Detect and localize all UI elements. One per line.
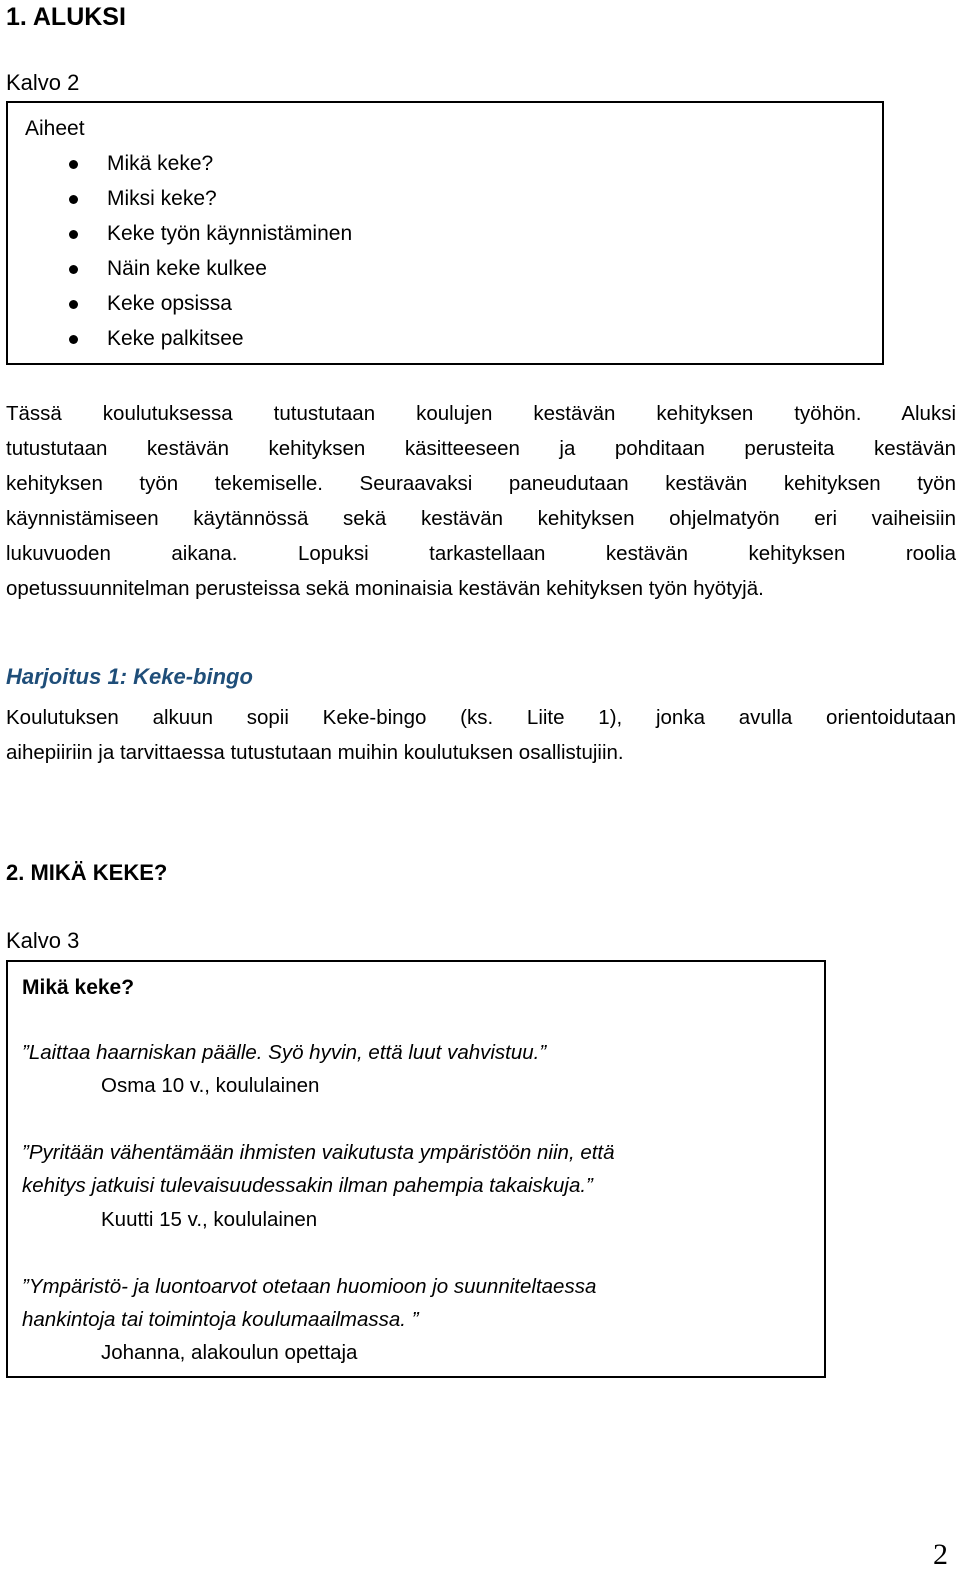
section-heading-aluksi: 1. ALUKSI (6, 3, 126, 31)
list-item: Keke palkitsee (8, 324, 352, 359)
quote-author: Osma 10 v., koululainen (101, 1074, 320, 1097)
slide-box-title: Aiheet (25, 117, 85, 140)
list-item: Keke opsissa (8, 289, 352, 324)
section-heading-mika-keke: 2. MIKÄ KEKE? (6, 860, 168, 885)
quote-author: Kuutti 15 v., koululainen (101, 1208, 318, 1231)
list-item: Mikä keke? (8, 149, 352, 184)
slide-label-kalvo-2: Kalvo 2 (6, 70, 80, 95)
bullet-icon (69, 195, 78, 204)
list-item: Näin keke kulkee (8, 254, 352, 289)
slide-box-aiheet (6, 101, 884, 365)
list-item: Miksi keke? (8, 184, 352, 219)
bullet-icon (69, 160, 78, 169)
quote-text: ”Ympäristö- ja luontoarvot otetaan huomioon jo suunniteltaessa (22, 1275, 597, 1298)
bullet-icon (69, 230, 78, 239)
quote-text: kehitys jatkuisi tulevaisuudessakin ilman pahempia takaiskuja.” (22, 1174, 593, 1197)
exercise-paragraph: Koulutuksen alkuun sopii Keke-bingo (ks. Liite 1), jonka avulla orientoidutaan aihepiiriin ja tarvittaessa tutustutaan muihin koulutuksen osallistujiin. (6, 706, 956, 764)
slide-box-title: Mikä keke? (22, 976, 135, 999)
bullet-icon (69, 265, 78, 274)
bullet-icon (69, 300, 78, 309)
quote-text: ”Laittaa haarniskan päälle. Syö hyvin, että luut vahvistuu.” (22, 1041, 547, 1064)
page-number: 2 (933, 1538, 948, 1571)
bullet-icon (69, 335, 78, 344)
intro-paragraph: Tässä koulutuksessa tutustutaan koulujen kestävän kehityksen työhön. Aluksi tutustutaan kestävän kehityksen käsitteeseen ja pohditaan perusteita kestävän kehityksen työn tekemiselle. Seuraavaksi paneudutaan kestävän kehityksen työn käynnistämiseen käytännössä sekä kestävän kehityksen ohjelmatyön eri vaiheisiin lukuvuoden aikana. Lopuksi tarkastellaan kestävän kehityksen roolia opetussuunnitelman perusteissa sekä moninaisia kestävän kehityksen työn hyötyjä. (6, 402, 956, 600)
quote-author: Johanna, alakoulun opettaja (101, 1341, 358, 1364)
list-item: Keke työn käynnistäminen (8, 219, 352, 254)
exercise-heading: Harjoitus 1: Keke-bingo (6, 664, 253, 689)
slide-box-mika-keke (6, 960, 826, 1378)
slide-label-kalvo-3: Kalvo 3 (6, 928, 80, 953)
quote-text: hankintoja tai toimintoja koulumaailmassa. ” (22, 1308, 419, 1331)
quote-text: ”Pyritään vähentämään ihmisten vaikutusta ympäristöön niin, että (22, 1141, 615, 1164)
topic-list (8, 149, 352, 359)
